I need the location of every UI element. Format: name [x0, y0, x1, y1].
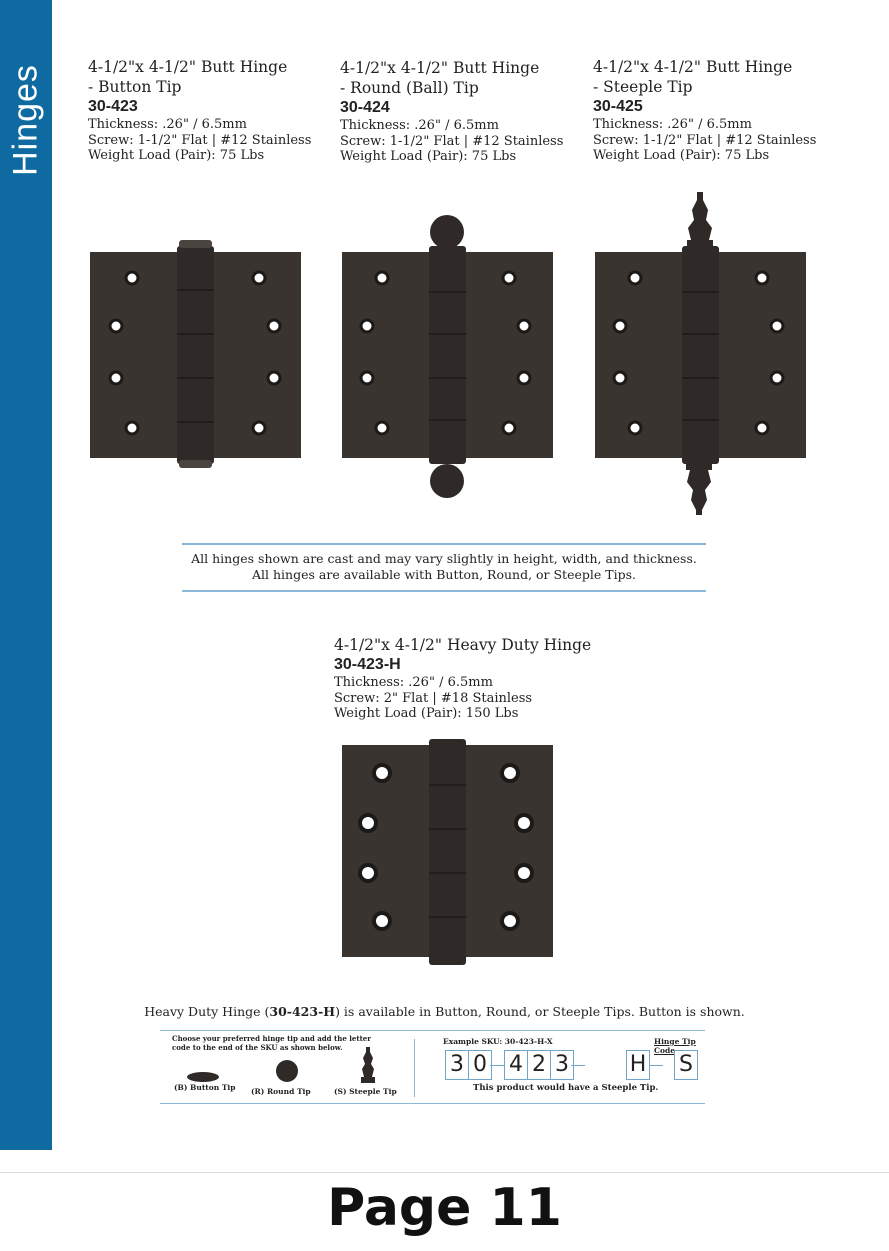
round-tip-icon [275, 1057, 299, 1085]
sku-dash [490, 1065, 504, 1066]
heavy-duty-caption [0, 1004, 889, 1019]
caption-sku: 30-423-H [269, 1004, 336, 1019]
sku-segment-model: 4 2 3 [504, 1050, 573, 1080]
product-name: 4-1/2"x 4-1/2" Butt Hinge [593, 58, 793, 76]
product-weight: Weight Load (Pair): 75 Lbs [88, 148, 265, 163]
product-30-424 [340, 58, 563, 165]
sku-example-note: This product would have a Steeple Tip. [473, 1083, 659, 1093]
caption-prefix: Heavy Duty Hinge ( [144, 1004, 270, 1019]
sku-segment-tip-code: S [674, 1050, 697, 1080]
sku-guide [160, 1030, 705, 1104]
product-thickness: Thickness: .26" / 6.5mm [334, 675, 493, 690]
product-thickness: Thickness: .26" / 6.5mm [340, 118, 499, 133]
steeple-tip-hinge-image [593, 190, 808, 515]
product-sku: 30-425 [593, 98, 643, 115]
product-screw: Screw: 2" Flat | #18 Stainless [334, 690, 533, 706]
hinge-tip-code-label: Hinge Tip Code [654, 1037, 696, 1055]
cast-hinges-note [182, 543, 706, 592]
product-name: 4-1/2"x 4-1/2" Butt Hinge [340, 59, 540, 77]
round-tip-label: (R) Round Tip [251, 1087, 311, 1096]
sku-dash [649, 1065, 663, 1066]
button-tip-label: (B) Button Tip [174, 1083, 236, 1092]
product-weight: Weight Load (Pair): 75 Lbs [593, 148, 770, 163]
sku-divider [414, 1039, 415, 1097]
product-screw: Screw: 1-1/2" Flat | #12 Stainless [340, 133, 564, 149]
product-name-tip: - Steeple Tip [593, 78, 693, 96]
product-name-tip: - Button Tip [88, 78, 182, 96]
button-tip-icon [186, 1071, 220, 1083]
note-line-2: All hinges are available with Button, Round, or Steeple Tips. [252, 567, 636, 582]
product-screw: Screw: 1-1/2" Flat | #12 Stainless [88, 132, 312, 148]
sku-segment-heavy: H [626, 1050, 649, 1080]
sku-dash [571, 1065, 585, 1066]
product-30-423-h [334, 635, 591, 722]
product-name-tip: - Round (Ball) Tip [340, 79, 479, 97]
caption-suffix: ) is available in Button, Round, or Steeple Tips. Button is shown. [335, 1004, 745, 1019]
product-name: 4-1/2"x 4-1/2" Heavy Duty Hinge [334, 636, 592, 654]
product-thickness: Thickness: .26" / 6.5mm [593, 117, 752, 132]
product-30-425 [593, 57, 816, 164]
product-30-423 [88, 57, 311, 164]
product-weight: Weight Load (Pair): 150 Lbs [334, 706, 519, 721]
sidebar-title: Hinges [6, 64, 45, 176]
sku-segment-series: 3 0 [445, 1050, 491, 1080]
sidebar [0, 0, 52, 1150]
steeple-tip-label: (S) Steeple Tip [334, 1087, 397, 1096]
product-sku: 30-423 [88, 98, 138, 115]
example-sku-label: Example SKU: 30-423-H-X [443, 1037, 553, 1046]
note-line-1: All hinges shown are cast and may vary slightly in height, width, and thickness. [191, 551, 697, 566]
button-tip-hinge-image [88, 238, 303, 470]
product-sku: 30-424 [340, 99, 390, 116]
steeple-tip-icon [360, 1047, 376, 1085]
page-number: Page 11 [327, 1178, 562, 1238]
heavy-duty-hinge-image [340, 737, 555, 969]
product-thickness: Thickness: .26" / 6.5mm [88, 117, 247, 132]
product-name: 4-1/2"x 4-1/2" Butt Hinge [88, 58, 288, 76]
product-screw: Screw: 1-1/2" Flat | #12 Stainless [593, 132, 817, 148]
page-footer [0, 1172, 889, 1251]
round-tip-hinge-image [340, 212, 555, 502]
product-weight: Weight Load (Pair): 75 Lbs [340, 149, 517, 164]
product-sku: 30-423-H [334, 656, 401, 673]
choose-tip-instructions: Choose your preferred hinge tip and add the letter code to the end of the SKU as shown below. [172, 1034, 371, 1052]
